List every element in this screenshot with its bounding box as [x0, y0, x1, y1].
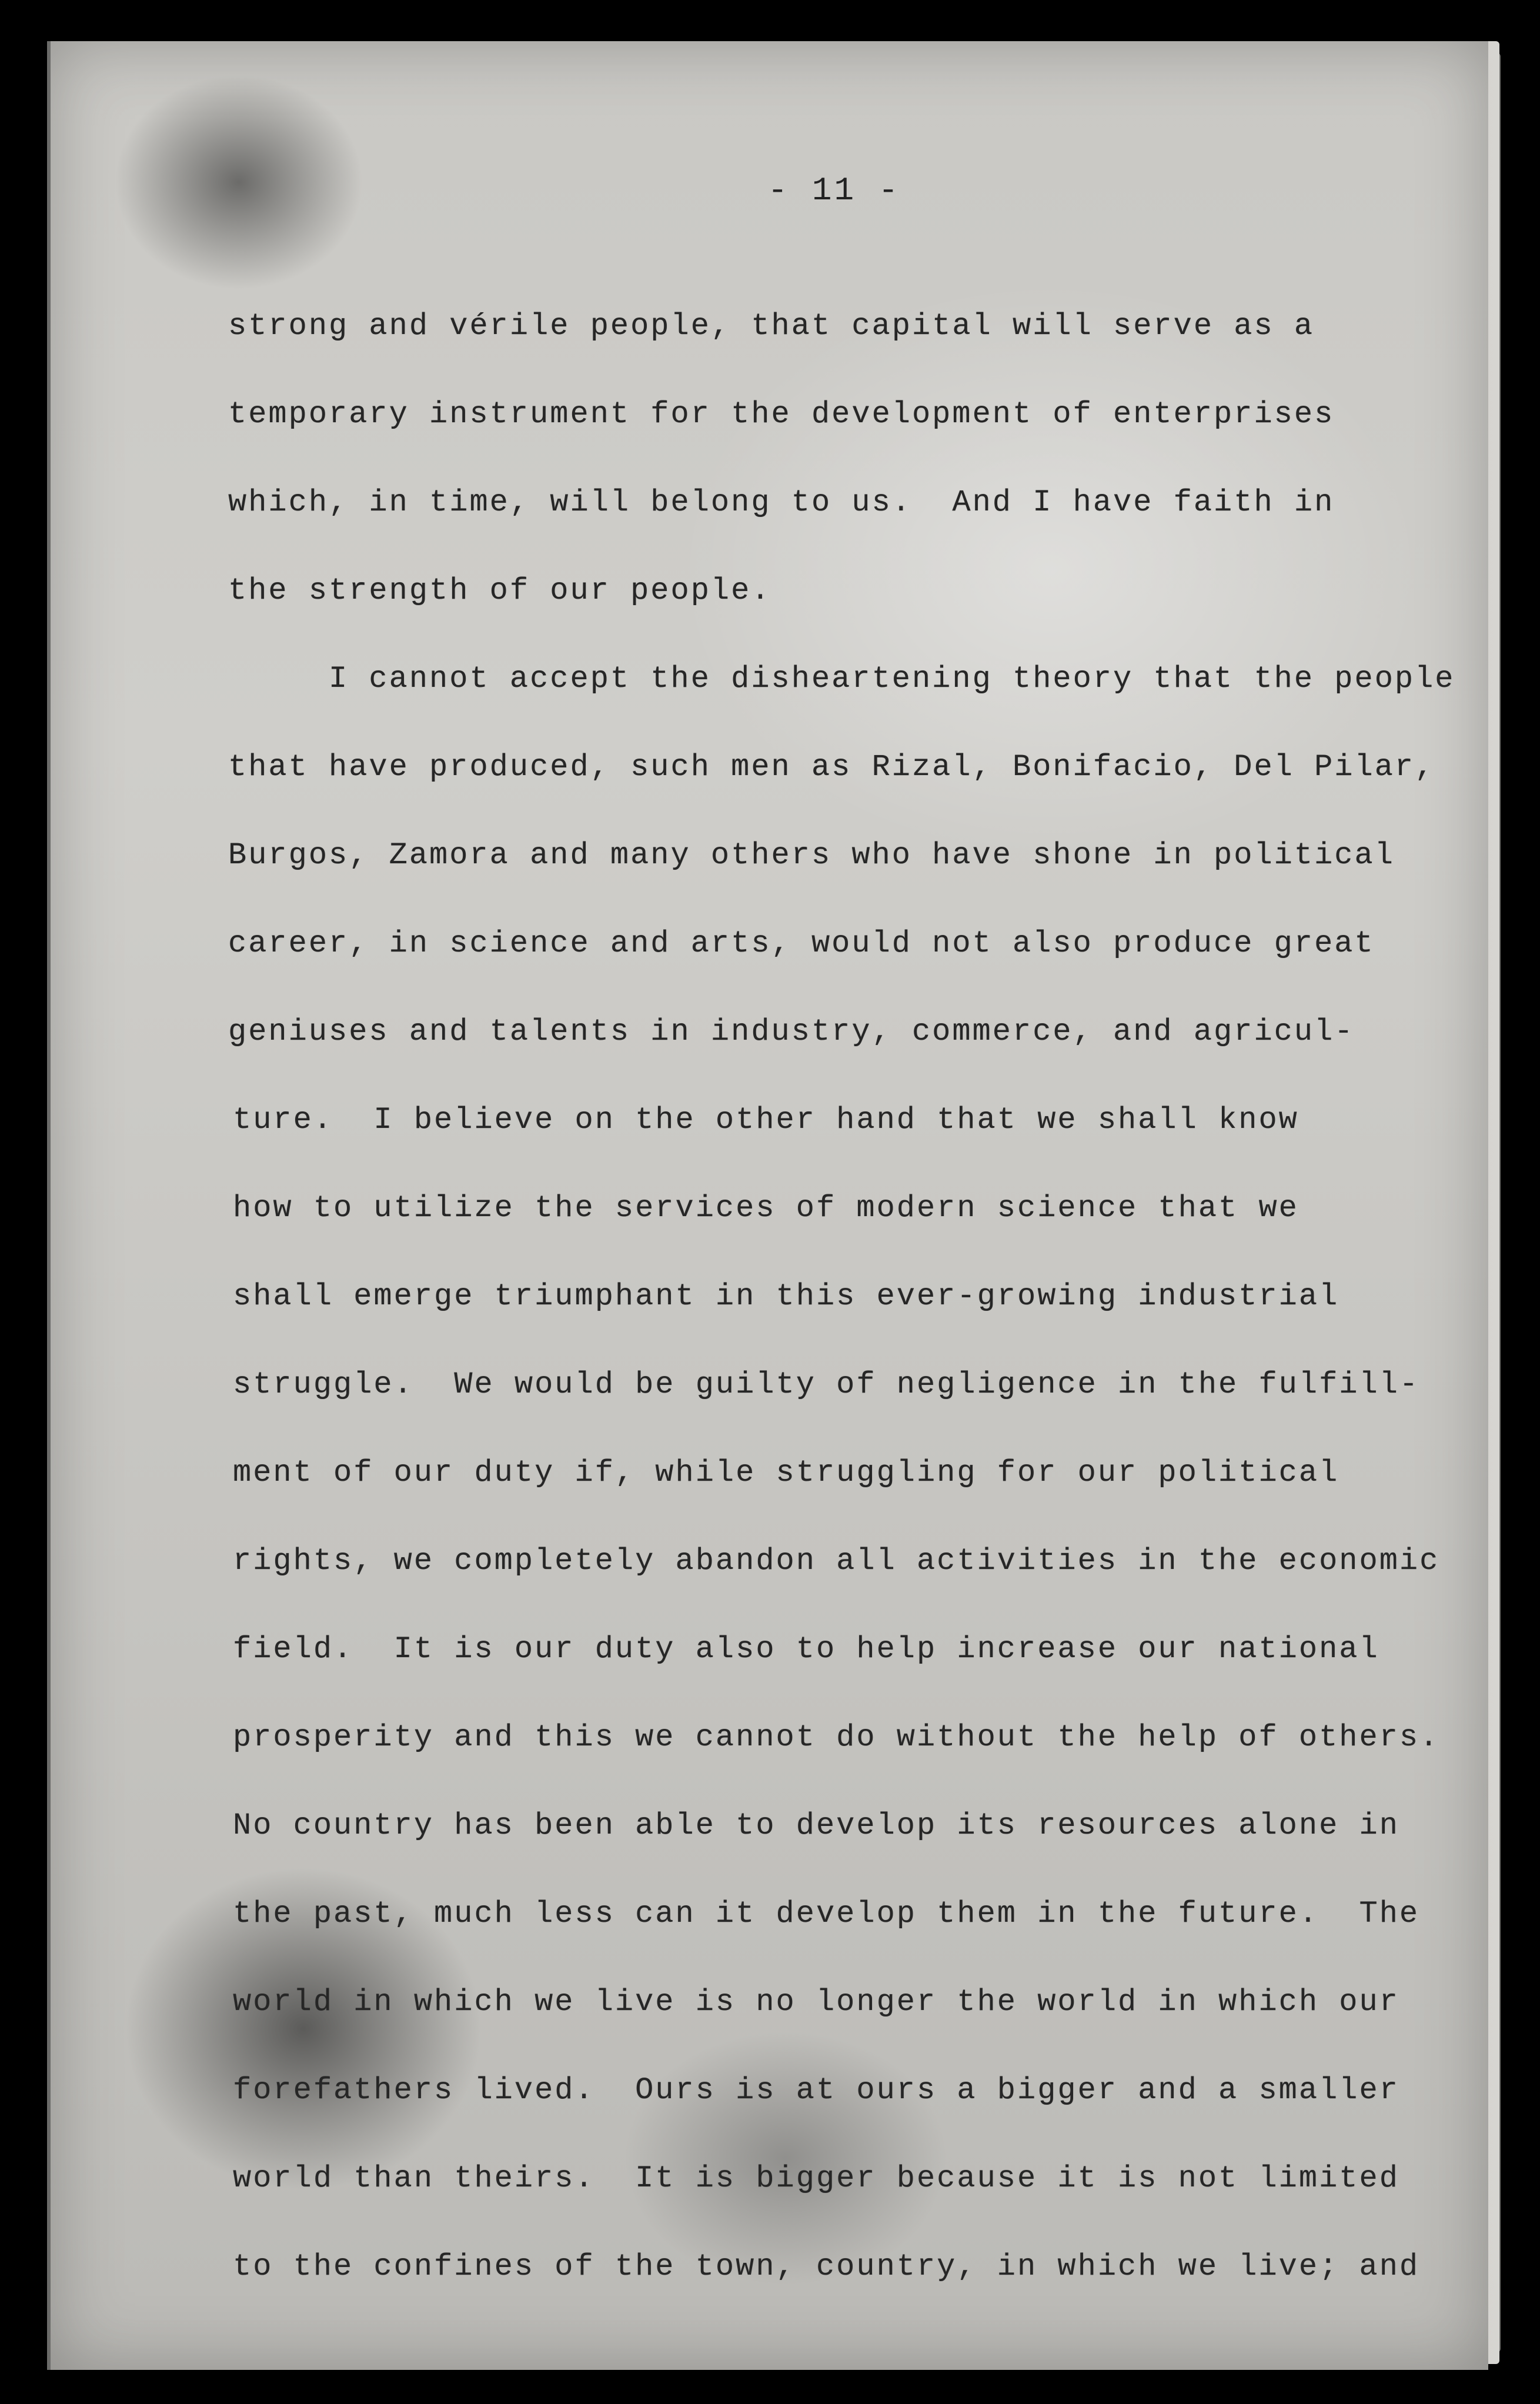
text-line: world in which we live is no longer the world in which our	[233, 1985, 1399, 2019]
text-line: the strength of our people.	[228, 573, 771, 608]
text-line: geniuses and talents in industry, commerce, and agricul-	[228, 1014, 1355, 1049]
typed-page	[47, 41, 1488, 2370]
body-text	[51, 41, 1488, 2370]
text-line: ture. I believe on the other hand that we shall know	[233, 1103, 1299, 1137]
text-line: Burgos, Zamora and many others who have shone in political	[228, 838, 1395, 873]
text-line: temporary instrument for the development of enterprises	[228, 397, 1335, 432]
text-line: shall emerge triumphant in this ever-growing industrial	[233, 1279, 1339, 1314]
text-line: rights, we completely abandon all activities in the economic	[233, 1544, 1440, 1578]
text-line: struggle. We would be guilty of negligence in the fulfill-	[233, 1367, 1420, 1402]
text-line: I cannot accept the disheartening theory that the people	[228, 662, 1455, 696]
text-line: the past, much less can it develop them in the future. The	[233, 1897, 1420, 1931]
text-line: which, in time, will belong to us. And I have faith in	[228, 485, 1335, 520]
text-line: world than theirs. It is bigger because it is not limited	[233, 2161, 1399, 2196]
text-line: that have produced, such men as Rizal, Bonifacio, Del Pilar,	[228, 750, 1435, 784]
text-line: strong and vérile people, that capital will serve as a	[228, 309, 1315, 343]
text-line: field. It is our duty also to help increase our national	[233, 1632, 1379, 1667]
text-line: career, in science and arts, would not also produce great	[228, 926, 1375, 961]
text-line: how to utilize the services of modern science that we	[233, 1191, 1299, 1226]
text-line: prosperity and this we cannot do without the help of others.	[233, 1720, 1440, 1755]
text-line: No country has been able to develop its resources alone in	[233, 1808, 1399, 1843]
text-line: to the confines of the town, country, in which we live; and	[233, 2249, 1420, 2284]
text-line: forefathers lived. Ours is at ours a bigger and a smaller	[233, 2073, 1399, 2108]
text-line: ment of our duty if, while struggling for our political	[233, 1455, 1339, 1490]
page-number: - 11 -	[767, 172, 901, 209]
